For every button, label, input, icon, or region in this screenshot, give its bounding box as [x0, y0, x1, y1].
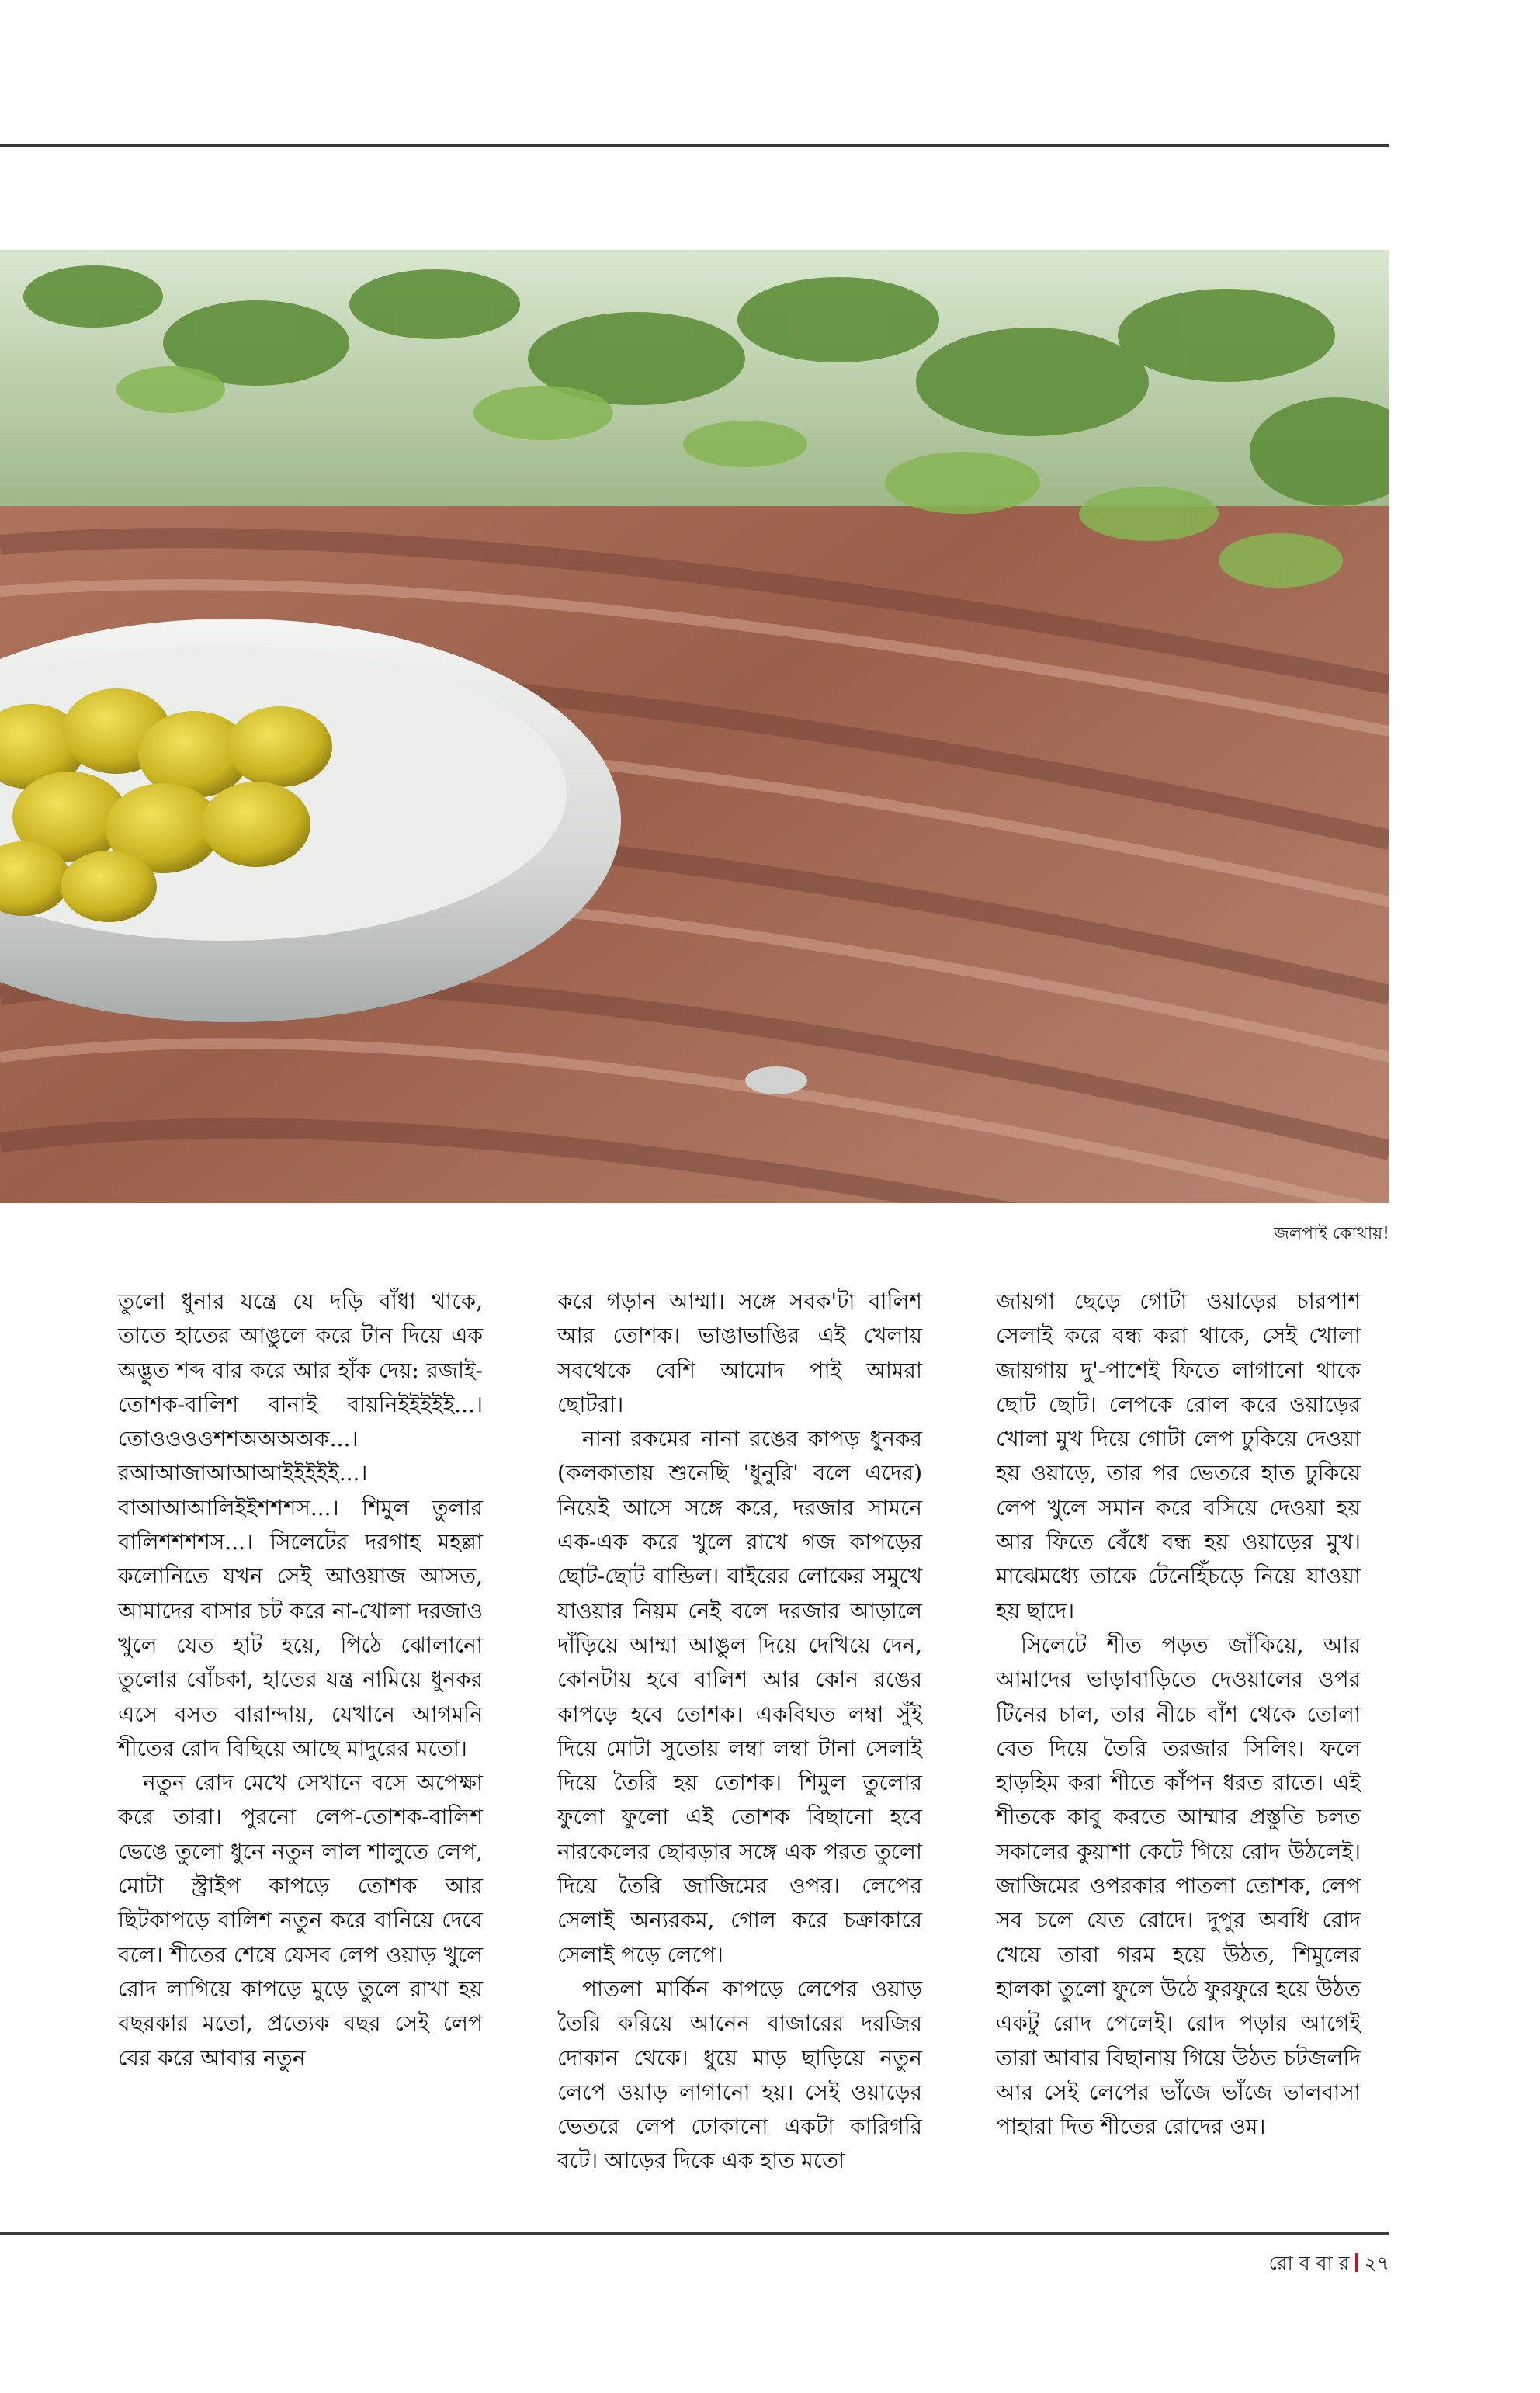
footer-separator	[1355, 2253, 1358, 2272]
top-rule	[0, 144, 1389, 147]
magazine-name: রো ব বা র	[1268, 2252, 1350, 2274]
page-footer	[1164, 2248, 1389, 2281]
paragraph: নতুন রোদ মেখে সেখানে বসে অপেক্ষা করে তারা। পুরনো লেপ-তোশক-বালিশ ভেঙে তুলো ধুনে নতুন লাল শালুতে লেপ, মোটা স্ট্রাইপ কাপড়ে তোশক আর ছিটকাপড়ে বালিশ নতুন করে বানিয়ে দেবে বলে। শীতের শেষে যেসব লেপ ওয়াড় খুলে রোদ লাগিয়ে কাপড়ে মুড়ে তুলে রাখা হয় বছরকার মতো, প্রত্যেক বছর সেই লেপ বের করে আবার নতুন	[118, 1770, 483, 2071]
paragraph: করে গড়ান আম্মা। সঙ্গে সবক'টা বালিশ আর তোশক। ভাঙাভাঙির এই খেলায় সবথেকে বেশি আমোদ পাই আমরা ছোটরা।	[557, 1288, 922, 1417]
paragraph: নানা রকমের নানা রঙের কাপড় ধুনকর (কলকাতায় শুনেছি 'ধুনুরি' বলে এদের) নিয়েই আসে সঙ্গে করে, দরজার সামনে এক-এক করে খুলে রাখে গজ কাপড়ের ছোট-ছোট বান্ডিল। বাইরের লোকের সমুখে যাওয়ার নিয়ম নেই বলে দরজার আড়ালে দাঁড়িয়ে আম্মা আঙুল দিয়ে দেখিয়ে দেন, কোনটায় হবে বালিশ আর কোন রঙের কাপড়ে হবে তোশক। একবিঘত লম্বা সুঁই দিয়ে মোটা সুতোয় লম্বা লম্বা টানা সেলাই দিয়ে তৈরি হয় তোশক। শিমুল তুলোর ফুলো ফুলো এই তোশক বিছানো হবে নারকেলের ছোবড়ার সঙ্গে এক পরত তুলো দিয়ে তৈরি জাজিমের ওপর। লেপের সেলাই অন্যরকম, গোল করে চক্রাকারে সেলাই পড়ে লেপে।	[557, 1426, 922, 1968]
olives-on-roof-photo-icon	[0, 250, 1389, 1203]
article-column-1	[118, 1285, 483, 2076]
page-number: ২৭	[1364, 2252, 1389, 2274]
article-column-3	[996, 1285, 1361, 2144]
paragraph: সিলেটে শীত পড়ত জাঁকিয়ে, আর আমাদের ভাড়াবাড়িতে দেওয়ালের ওপর টিনের চাল, তার নীচে বাঁশ থেকে তোলা বেত দিয়ে তৈরি তরজার সিলিং। ফলে হাড়হিম করা শীতে কাঁপন ধরত রাতে। এই শীতকে কাবু করতে আম্মার প্রস্তুতি চলত সকালের কুয়াশা কেটে গিয়ে রোদ উঠলেই। জাজিমের ওপরকার পাতলা তোশক, লেপ সব চলে যেত রোদে। দুপুর অবধি রোদ খেয়ে তারা গরম হয়ে উঠত, শিমুলের হালকা তুলো ফুলে উঠে ফুরফুরে হয়ে উঠত একটু রোদ পেলেই। রোদ পড়ার আগেই তারা আবার বিছানায় গিয়ে উঠত চটজলদি আর সেই লেপের ভাঁজে ভাঁজে ভালবাসা পাহারা দিত শীতের রোদের ওম।	[996, 1632, 1361, 2140]
paragraph: তুলো ধুনার যন্ত্রে যে দড়ি বাঁধা থাকে, তাতে হাতের আঙুলে করে টান দিয়ে এক অদ্ভুত শব্দ বার করে আর হাঁক দেয়: রজাই-তোশক-বালিশ বানাই বায়নিইইইইই...। তোওওওওশশঅঅঅঅক...। রআআজাআআআইইইইই...। বাআআআলিইইশশশস...। শিমুল তুলার বালিশশশশস...। সিলেটের দরগাহ মহল্লা কলোনিতে যখন সেই আওয়াজ আসত, আমাদের বাসার চট করে না-খোলা দরজাও খুলে যেত হাট হয়ে, পিঠে ঝোলানো তুলোর বোঁচকা, হাতের যন্ত্র নামিয়ে ধুনকর এসে বসত বারান্দায়, যেখানে আগমনি শীতের রোদ বিছিয়ে আছে মাদুরের মতো।	[118, 1288, 483, 1761]
article-column-2	[557, 1285, 922, 2179]
article-photo	[0, 250, 1389, 1203]
bottom-rule	[0, 2232, 1389, 2235]
paragraph: জায়গা ছেড়ে গোটা ওয়াড়ের চারপাশ সেলাই করে বন্ধ করা থাকে, সেই খোলা জায়গায় দু'-পাশেই ফিতে লাগানো থাকে ছোট ছোট। লেপকে রোল করে ওয়াড়ের খোলা মুখ দিয়ে গোটা লেপ ঢুকিয়ে দেওয়া হয় ওয়াড়ে, তার পর ভেতরে হাত ঢুকিয়ে লেপ খুলে সমান করে বসিয়ে দেওয়া হয় আর ফিতে বেঁধে বন্ধ হয় ওয়াড়ের মুখ। মাঝেমধ্যে তাকে টেনেহিঁচড়ে নিয়ে যাওয়া হয় ছাদে।	[996, 1288, 1361, 1624]
photo-caption: জলপাই কোথায়!	[1274, 1224, 1389, 1243]
paragraph: পাতলা মার্কিন কাপড়ে লেপের ওয়াড় তৈরি করিয়ে আনেন বাজারের দরজির দোকান থেকে। ধুয়ে মাড় ছাড়িয়ে নতুন লেপে ওয়াড় লাগানো হয়। সেই ওয়াড়ের ভেতরে লেপ ঢোকানো একটা কারিগরি বটে। আড়ের দিকে এক হাত মতো	[557, 1975, 922, 2174]
